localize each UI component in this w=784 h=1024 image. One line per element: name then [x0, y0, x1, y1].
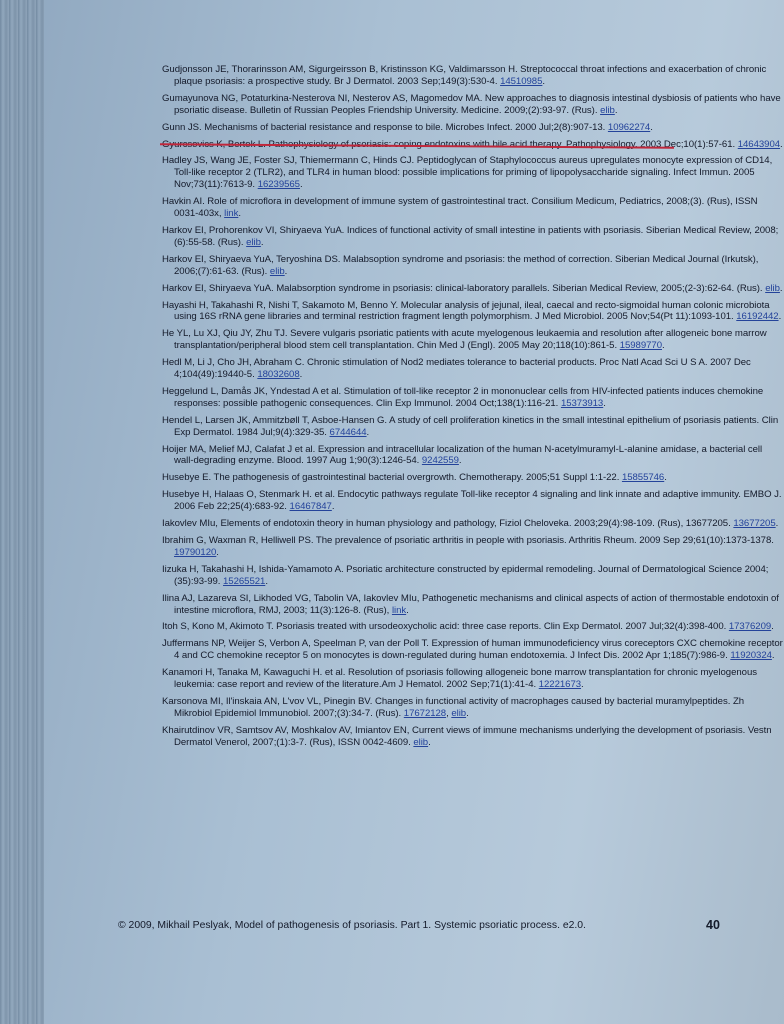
reference-entry: Hayashi H, Takahashi R, Nishi T, Sakamoto M, Benno Y. Molecular analysis of jejunal, ileal, caecal and recto-sigmoidal human colonic microbiota using 16S rRNA gene libraries and terminal restriction fragment length polymorphism. J Med Microbiol. 2005 Nov;54(Pt 11):1093-101. 16192442.: [162, 299, 782, 323]
reference-link[interactable]: 16239565: [257, 179, 300, 191]
reference-list: [162, 64, 784, 754]
reference-text: Iakovlev MIu, Elements of endotoxin theory in human physiology and pathology, Fiziol Cheloveka. 2003;29(4):98-109. (Rus), 13677205.: [162, 518, 731, 530]
reference-link[interactable]: 19790120: [174, 546, 217, 558]
reference-link[interactable]: elib: [600, 104, 615, 116]
reference-link[interactable]: 15989770: [619, 340, 662, 352]
reference-entry: Gunn JS. Mechanisms of bacterial resistance and response to bile. Microbes Infect. 2000 Jul;2(8):907-13. 10962274.: [162, 121, 653, 133]
reference-entry: Ibrahim G, Waxman R, Helliwell PS. The prevalence of psoriatic arthritis in people with psoriasis. Arthritis Rheum. 2009 Sep 29;61(10):1373-1378. 19790120.: [162, 535, 774, 558]
reference-text: Hoijer MA, Melief MJ, Calafat J et al. Expression and intracellular localization of the human N-acetylmuramyl-L-alanine amidase, a bacterial cell wall-degrading enzyme. Blood. 1997 Aug 1;90(3):1246-54.: [162, 443, 763, 467]
reference-link[interactable]: 15265521: [223, 575, 266, 587]
reference-link[interactable]: 15855746: [621, 472, 665, 484]
reference-entry: Husebye E. The pathogenesis of gastrointestinal bacterial overgrowth. Chemotherapy. 2005;51 Suppl 1:1-22. 15855746.: [162, 472, 667, 484]
reference-entry: Hendel L, Larsen JK, Ammitzbøll T, Asboe-Hansen G. A study of cell proliferation kinetics in the small intestinal epithelium of psoriasis patients. Clin Exp Dermatol. 1984 Jul;9(4):329-35. 6744644.: [162, 414, 779, 438]
reference-text: Gunn JS. Mechanisms of bacterial resistance and response to bile. Microbes Infect. 2000 Jul;2(8):907-13.: [162, 121, 606, 133]
reference-link[interactable]: 17672128: [403, 707, 447, 719]
reference-entry: Kanamori H, Tanaka M, Kawaguchi H. et al. Resolution of psoriasis following allogeneic bone marrow transplantation for chronic myelogenous leukemia: case report and review of the literature.Am J Hematol. 2002 Sep;71(1):41-4. 12221673.: [162, 667, 757, 691]
reference-link[interactable]: link: [224, 208, 239, 220]
reference-link[interactable]: 10962274: [607, 121, 651, 133]
reference-entry: Iakovlev MIu, Elements of endotoxin theory in human physiology and pathology, Fiziol Cheloveka. 2003;29(4):98-109. (Rus), 13677205. 13677205.: [162, 518, 779, 530]
reference-entry: Heggelund L, Damås JK, Yndestad A et al. Stimulation of toll-like receptor 2 in mononuclear cells from HIV-infected patients induces chemokine responses: possible pathogenic consequences. Clin Exp Immunol. 2004 Oct;138(1):116-21. 15373913.: [162, 385, 764, 409]
reference-entry: He YL, Lu XJ, Qiu JY, Zhu TJ. Severe vulgaris psoriatic patients with acute myelogenous leukaemia and resolution after allogeneic bone marrow transplantation/peripheral blood stem cell transplantation. Chin Med J (Engl). 2005 May 20;118(10):861-5. 15989770.: [162, 328, 767, 352]
reference-link[interactable]: 15373913: [560, 397, 604, 409]
reference-entry: Hoijer MA, Melief MJ, Calafat J et al. Expression and intracellular localization of the human N-acetylmuramyl-L-alanine amidase, a bacterial cell wall-degrading enzyme. Blood. 1997 Aug 1;90(3):1246-54. 9242559.: [162, 443, 763, 467]
reference-text: Heggelund L, Damås JK, Yndestad A et al. Stimulation of toll-like receptor 2 in mononuclear cells from HIV-infected patients induces chemokine responses: possible pathogenic consequences. Clin Exp Immunol. 2004 Oct;138(1):116-21.: [162, 385, 764, 409]
reference-entry: Khairutdinov VR, Samtsov AV, Moshkalov AV, Imiantov EN, Current views of immune mechanisms underlying the development of psoriasis. Vestn Dermatol Venerol, 2007;(1):3-7. (Rus), ISSN 0042-4609. elib.: [162, 724, 772, 748]
reference-link[interactable]: 13677205: [733, 518, 776, 530]
reference-entry: Harkov EI, Shiryaeva YuA. Malabsorption syndrome in psoriasis: clinical-laboratory parallels. Siberian Medical Review, 2005;(2-3):62-64. (Rus). elib.: [162, 282, 783, 294]
reference-link[interactable]: 14643904: [737, 138, 781, 150]
reference-entry: Iizuka H, Takahashi H, Ishida-Yamamoto A. Psoriatic architecture constructed by epidermal remodeling. Journal of Dermatological Science 2004; (35):93-99. 15265521.: [162, 563, 769, 587]
reference-entry: Gumayunova NG, Potaturkina-Nesterova NI, Nesterov AS, Magomedov MA. New approaches to diagnosis intestinal dysbiosis of patients who have psoriatic disease. Bulletin of Russian Peoples Friendship University. Medicine. 2009;(2):93-97. (Rus). elib.: [162, 92, 781, 116]
reference-text: Harkov EI, Shiryaeva YuA, Teryoshina DS. Malabsoption syndrome and psoriasis: the method of correction. Siberian Medical Journal (Irkutsk), 2006;(7):61-63. (Rus).: [162, 253, 759, 277]
reference-link[interactable]: 12221673: [538, 679, 582, 691]
reference-text: Hendel L, Larsen JK, Ammitzbøll T, Asboe-Hansen G. A study of cell proliferation kinetics in the small intestinal epithelium of psoriasis patients. Clin Exp Dermatol. 1984 Jul;9(4):329-35.: [162, 414, 779, 438]
page-footer: © 2009, Mikhail Peslyak, Model of pathogenesis of psoriasis. Part 1. Systemic psoriatic process. e2.0.: [118, 920, 586, 931]
reference-entry: Harkov EI, Shiryaeva YuA, Teryoshina DS. Malabsoption syndrome and psoriasis: the method of correction. Siberian Medical Journal (Irkutsk), 2006;(7):61-63. (Rus). elib.: [162, 253, 759, 277]
reference-link[interactable]: 9242559: [421, 455, 459, 467]
reference-entry: Husebye H, Halaas O, Stenmark H. et al. Endocytic pathways regulate Toll-like receptor 4 signaling and link innate and adaptive immunity. EMBO J. 2006 Feb 22;25(4):683-92. 16467847.: [162, 489, 782, 513]
reference-link[interactable]: link: [391, 604, 407, 616]
reference-text: Juffermans NP, Weijer S, Verbon A, Speelman P, van der Poll T. Expression of human immunodeficiency virus coreceptors CXC chemokine receptor 4 and CC chemokine receptor 5 on monocytes is down-regulated during human endotoxemia. J Infect Dis. 2002 Apr 1;185(7):986-9.: [162, 638, 783, 662]
page-number: 40: [706, 918, 720, 932]
reference-link[interactable]: 11920324: [730, 650, 772, 662]
reference-link[interactable]: 16467847: [289, 501, 332, 513]
reference-entry: Juffermans NP, Weijer S, Verbon A, Speelman P, van der Poll T. Expression of human immunodeficiency virus coreceptors CXC chemokine receptor 4 and CC chemokine receptor 5 on monocytes is down-regulated during human endotoxemia. J Infect Dis. 2002 Apr 1;185(7):986-9. 11920324.: [162, 638, 783, 662]
reference-text: Khairutdinov VR, Samtsov AV, Moshkalov AV, Imiantov EN, Current views of immune mechanisms underlying the development of psoriasis. Vestn Dermatol Venerol, 2007;(1):3-7. (Rus), ISSN 0042-4609.: [162, 724, 772, 748]
reference-link[interactable]: 17376209: [728, 621, 772, 633]
reference-entry: Hadley JS, Wang JE, Foster SJ, Thiemermann C, Hinds CJ. Peptidoglycan of Staphylococcus aureus upregulates monocyte expression of CD14, Toll-like receptor 2 (TLR2), and TLR4 in human blood: possible implications for priming of lipopolysaccharide signaling. Infect Immun. 2005 Nov;73(11):7613-9. 16239565.: [162, 155, 773, 191]
reference-text: Harkov EI, Prohorenkov VI, Shiryaeva YuA. Indices of functional activity of small intestine in patients with psoriasis. Siberian Medical Review, 2008;(6):55-58. (Rus).: [162, 224, 779, 248]
reference-entry: Harkov EI, Prohorenkov VI, Shiryaeva YuA. Indices of functional activity of small intestine in patients with psoriasis. Siberian Medical Review, 2008;(6):55-58. (Rus). elib.: [162, 224, 779, 248]
reference-text: Kanamori H, Tanaka M, Kawaguchi H. et al. Resolution of psoriasis following allogeneic bone marrow transplantation for chronic myelogenous leukemia: case report and review of the literature.Am J Hematol. 2002 Sep;71(1):41-4.: [162, 667, 757, 691]
reference-text: Hadley JS, Wang JE, Foster SJ, Thiemermann C, Hinds CJ. Peptidoglycan of Staphylococcus aureus upregulates monocyte expression of CD14, Toll-like receptor 2 (TLR2), and TLR4 in human blood: possible implications for priming of lipopolysaccharide signaling. Infect Immun. 2005 Nov;73(11):7613-9.: [162, 155, 773, 191]
reference-link[interactable]: elib: [269, 265, 285, 277]
reference-text: Gudjonsson JE, Thorarinsson AM, Sigurgeirsson B, Kristinsson KG, Valdimarsson H. Streptococcal throat infections and exacerbation of chronic plaque psoriasis: a prospective study. Br J Dermatol. 2003 Sep;149(3):530-4.: [162, 64, 767, 87]
reference-text: Hayashi H, Takahashi R, Nishi T, Sakamoto M, Benno Y. Molecular analysis of jejunal, ileal, caecal and recto-sigmoidal human colonic microbiota using 16S rRNA gene libraries and terminal restriction fragment length polymorphism. J Med Microbiol. 2005 Nov;54(Pt 11):1093-101.: [162, 299, 770, 323]
reference-link[interactable]: 16192442: [736, 311, 779, 323]
reference-text: Hedl M, Li J, Cho JH, Abraham C. Chronic stimulation of Nod2 mediates tolerance to bacterial products. Proc Natl Acad Sci U S A. 2007 Dec 4;104(49):19440-5.: [162, 357, 751, 381]
reference-entry: Havkin AI. Role of microflora in development of immune system of gastrointestinal tract. Consilium Medicum, Pediatrics, 2008;(3). (Rus), ISSN 0031-403x, link.: [162, 196, 758, 220]
reference-text: Itoh S, Kono M, Akimoto T. Psoriasis treated with ursodeoxycholic acid: three case reports. Clin Exp Dermatol. 2007 Jul;32(4):398-400.: [162, 621, 727, 633]
reference-link[interactable]: elib: [451, 707, 467, 719]
reference-entry: Gudjonsson JE, Thorarinsson AM, Sigurgeirsson B, Kristinsson KG, Valdimarsson H. Streptococcal throat infections and exacerbation of chronic plaque psoriasis: a prospective study. Br J Dermatol. 2003 Sep;149(3):530-4. 14510985.: [162, 64, 767, 87]
document-page: [52, 0, 783, 1024]
reference-entry: Itoh S, Kono M, Akimoto T. Psoriasis treated with ursodeoxycholic acid: three case reports. Clin Exp Dermatol. 2007 Jul;32(4):398-400. 17376209.: [162, 621, 774, 633]
reference-entry: Hedl M, Li J, Cho JH, Abraham C. Chronic stimulation of Nod2 mediates tolerance to bacterial products. Proc Natl Acad Sci U S A. 2007 Dec 4;104(49):19440-5. 18032608.: [162, 357, 751, 381]
reference-text: Ilina AJ, Lazareva SI, Likhoded VG, Tabolin VA, Iakovlev MIu, Pathogenetic mechanisms and clinical aspects of action of thermostable endotoxin of intestine microflora, RMJ, 2003; 11(3):126-8. (Rus),: [162, 592, 779, 616]
reference-text: Havkin AI. Role of microflora in development of immune system of gastrointestinal tract. Consilium Medicum, Pediatrics, 2008;(3). (Rus), ISSN 0031-403x,: [162, 196, 758, 220]
reference-link[interactable]: 18032608: [257, 369, 300, 381]
reference-link[interactable]: 6744644: [329, 426, 367, 438]
reference-text: Gyurcsovics K, Bertok L. Pathophysiology of psoriasis: coping endotoxins with bile acid therapy. Pathophysiology. 2003 Dec;10(1):57-61.: [162, 138, 736, 150]
reference-text: Husebye H, Halaas O, Stenmark H. et al. Endocytic pathways regulate Toll-like receptor 4 signaling and link innate and adaptive immunity. EMBO J. 2006 Feb 22;25(4):683-92.: [162, 489, 782, 513]
reference-text: Ibrahim G, Waxman R, Helliwell PS. The prevalence of psoriatic arthritis in people with psoriasis. Arthritis Rheum. 2009 Sep 29;61(10):1373-1378.: [162, 535, 774, 546]
reference-entry: Karsonova MI, Il'inskaia AN, L'vov VL, Pinegin BV. Changes in functional activity of macrophages caused by bacterial muramylpeptides. Zh Mikrobiol Epidemiol Immunobiol. 2007;(3):34-7. (Rus). 17672128, elib.: [162, 695, 745, 719]
reference-text: Harkov EI, Shiryaeva YuA. Malabsorption syndrome in psoriasis: clinical-laboratory parallels. Siberian Medical Review, 2005;(2-3):62-64. (Rus).: [162, 282, 763, 294]
reference-link[interactable]: elib: [246, 236, 261, 248]
book-binding-shadow: [0, 0, 44, 1024]
reference-link[interactable]: elib: [765, 282, 780, 294]
reference-link[interactable]: elib: [413, 736, 429, 748]
reference-text: Husebye E. The pathogenesis of gastrointestinal bacterial overgrowth. Chemotherapy. 2005;51 Suppl 1:1-22.: [162, 472, 620, 484]
reference-text: Gumayunova NG, Potaturkina-Nesterova NI, Nesterov AS, Magomedov MA. New approaches to diagnosis intestinal dysbiosis of patients who have psoriatic disease. Bulletin of Russian Peoples Friendship University. Medicine. 2009;(2):93-97. (Rus).: [162, 92, 781, 116]
reference-text: Iizuka H, Takahashi H, Ishida-Yamamoto A. Psoriatic architecture constructed by epidermal remodeling. Journal of Dermatological Science 2004; (35):93-99.: [162, 563, 769, 587]
reference-entry: Gyurcsovics K, Bertok L. Pathophysiology of psoriasis: coping endotoxins with bile acid therapy. Pathophysiology. 2003 Dec;10(1):57-61. 14643904.: [162, 138, 783, 150]
reference-entry: Ilina AJ, Lazareva SI, Likhoded VG, Tabolin VA, Iakovlev MIu, Pathogenetic mechanisms and clinical aspects of action of thermostable endotoxin of intestine microflora, RMJ, 2003; 11(3):126-8. (Rus), link.: [162, 592, 779, 616]
reference-text: Karsonova MI, Il'inskaia AN, L'vov VL, Pinegin BV. Changes in functional activity of macrophages caused by bacterial muramylpeptides. Zh Mikrobiol Epidemiol Immunobiol. 2007;(3):34-7. (Rus).: [162, 695, 745, 719]
reference-link[interactable]: 14510985: [500, 75, 543, 87]
reference-text: He YL, Lu XJ, Qiu JY, Zhu TJ. Severe vulgaris psoriatic patients with acute myelogenous leukaemia and resolution after allogeneic bone marrow transplantation/peripheral blood stem cell transplantation. Chin Med J (Engl). 2005 May 20;118(10):861-5.: [162, 328, 767, 352]
